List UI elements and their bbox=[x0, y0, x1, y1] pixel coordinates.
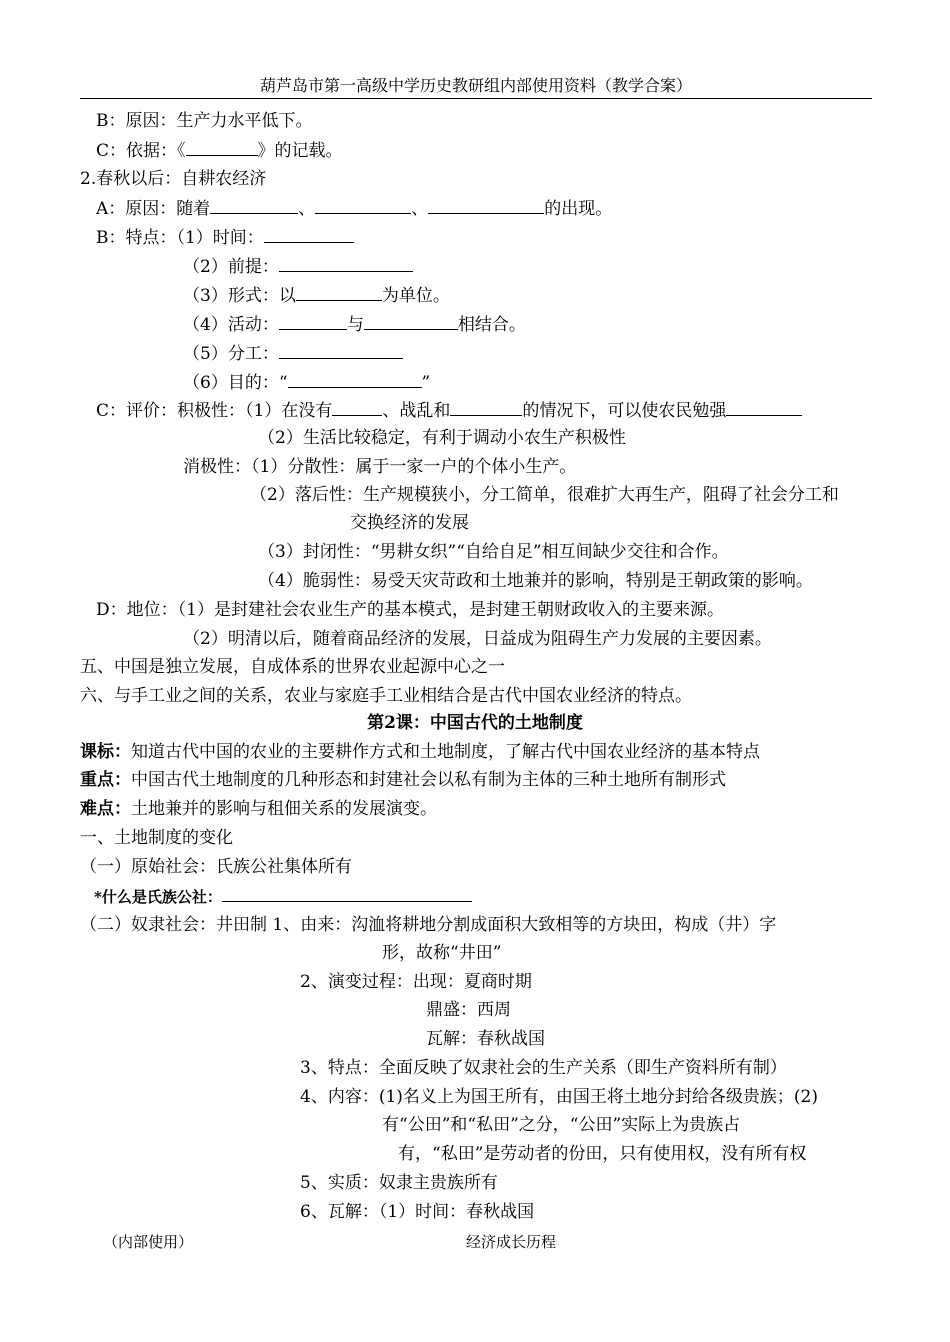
fill-blank[interactable] bbox=[264, 225, 354, 243]
text-line: （2）生活比较稳定，有利于调动小农生产积极性 bbox=[258, 428, 626, 448]
text-line: C：评价：积极性：（1）在没有 、战乱和 的情况下，可以使农民勉强 bbox=[96, 398, 802, 422]
lesson-title: 第2课：中国古代的土地制度 bbox=[367, 713, 583, 733]
fill-blank[interactable] bbox=[428, 196, 544, 214]
fill-blank[interactable] bbox=[364, 312, 458, 330]
fill-blank[interactable] bbox=[315, 196, 411, 214]
fill-blank[interactable] bbox=[726, 398, 802, 416]
text-line: （5）分工： bbox=[183, 341, 403, 365]
text-line: 鼎盛：西周 bbox=[426, 1000, 511, 1020]
footer-center: 经济成长历程 bbox=[466, 1233, 557, 1251]
text-line: 3、特点：全面反映了奴隶社会的生产关系（即生产资料所有制） bbox=[300, 1058, 787, 1078]
text-line: 2、演变过程：出现：夏商时期 bbox=[300, 972, 532, 992]
key-point: 重点：中国古代土地制度的几种形态和封建社会以私有制为主体的三种土地所有制形式 bbox=[80, 770, 726, 790]
text-line: （2）落后性：生产规模狭小，分工简单，很难扩大再生产，阻碍了社会分工和 bbox=[250, 485, 839, 505]
text-line: D：地位：（1）是封建社会农业生产的基本模式，是封建王朝财政收入的主要来源。 bbox=[96, 600, 724, 620]
text-line: 消极性：（1）分散性：属于一家一户的个体小生产。 bbox=[183, 457, 577, 477]
text-line: B：特点：（1）时间： bbox=[96, 225, 354, 249]
text-line: （4）活动： 与 相结合。 bbox=[183, 312, 526, 336]
text-line: 交换经济的发展 bbox=[350, 513, 469, 533]
fill-blank[interactable] bbox=[332, 398, 382, 416]
footer-left: （内部使用） bbox=[103, 1233, 194, 1251]
fill-blank[interactable] bbox=[296, 283, 382, 301]
text-line: （二）奴隶社会：井田制 1、由来：沟洫将耕地分割成面积大致相等的方块田，构成（井）字 bbox=[80, 915, 777, 935]
text-line: （6）目的：“ ” bbox=[183, 370, 430, 394]
fill-blank[interactable] bbox=[186, 138, 258, 156]
text-line: B：原因：生产力水平低下。 bbox=[96, 111, 313, 131]
text-line: 有，“私田”是劳动者的份田，只有使用权，没有所有权 bbox=[398, 1144, 807, 1164]
text-line: 6、瓦解：（1）时间：春秋战国 bbox=[300, 1202, 535, 1222]
curriculum-standard: 课标：知道古代中国的农业的主要耕作方式和土地制度，了解古代中国农业经济的基本特点 bbox=[80, 742, 760, 762]
text-line: （4）脆弱性：易受天灾苛政和土地兼并的影响，特别是王朝政策的影响。 bbox=[258, 571, 813, 591]
text-line: 5、实质：奴隶主贵族所有 bbox=[300, 1173, 498, 1193]
text-line: C：依据：《 》的记载。 bbox=[96, 138, 343, 162]
text-line: 4、内容：(1)名义上为国王所有，由国王将土地分封给各级贵族；(2) bbox=[300, 1087, 818, 1107]
section-heading: 一、土地制度的变化 bbox=[80, 828, 233, 848]
fill-blank[interactable] bbox=[279, 312, 347, 330]
text-line: （3）形式：以 为单位。 bbox=[183, 283, 450, 307]
text-line: （2）前提： bbox=[183, 254, 413, 278]
fill-blank[interactable] bbox=[210, 196, 298, 214]
text-line: （2）明清以后，随着商品经济的发展，日益成为阻碍生产力发展的主要因素。 bbox=[183, 629, 772, 649]
fill-blank[interactable] bbox=[450, 398, 522, 416]
text-line: 形，故称“井田” bbox=[382, 943, 502, 963]
text-line: 瓦解：春秋战国 bbox=[426, 1029, 545, 1049]
text-line: A：原因：随着 、 、 的出现。 bbox=[96, 196, 612, 220]
text-line: 有“公田”和“私田”之分，“公田”实际上为贵族占 bbox=[382, 1115, 741, 1135]
fill-blank[interactable] bbox=[222, 884, 472, 902]
section-heading: 六、与手工业之间的关系，农业与家庭手工业相结合是古代中国农业经济的特点。 bbox=[80, 686, 692, 706]
section-heading: 2.春秋以后：自耕农经济 bbox=[80, 169, 267, 189]
fill-blank[interactable] bbox=[279, 254, 413, 272]
section-heading: 五、中国是独立发展，自成体系的世界农业起源中心之一 bbox=[80, 657, 505, 677]
question-line: *什么是氏族公社： bbox=[94, 884, 472, 908]
fill-blank[interactable] bbox=[279, 341, 403, 359]
fill-blank[interactable] bbox=[288, 370, 422, 388]
text-line: （一）原始社会：氏族公社集体所有 bbox=[80, 857, 352, 877]
difficult-point: 难点：土地兼并的影响与租佃关系的发展演变。 bbox=[80, 799, 437, 819]
text-line: （3）封闭性：“男耕女织”“自给自足”相互间缺少交往和合作。 bbox=[258, 542, 729, 562]
page-header: 葫芦岛市第一高级中学历史教研组内部使用资料（教学合案） bbox=[80, 75, 872, 99]
